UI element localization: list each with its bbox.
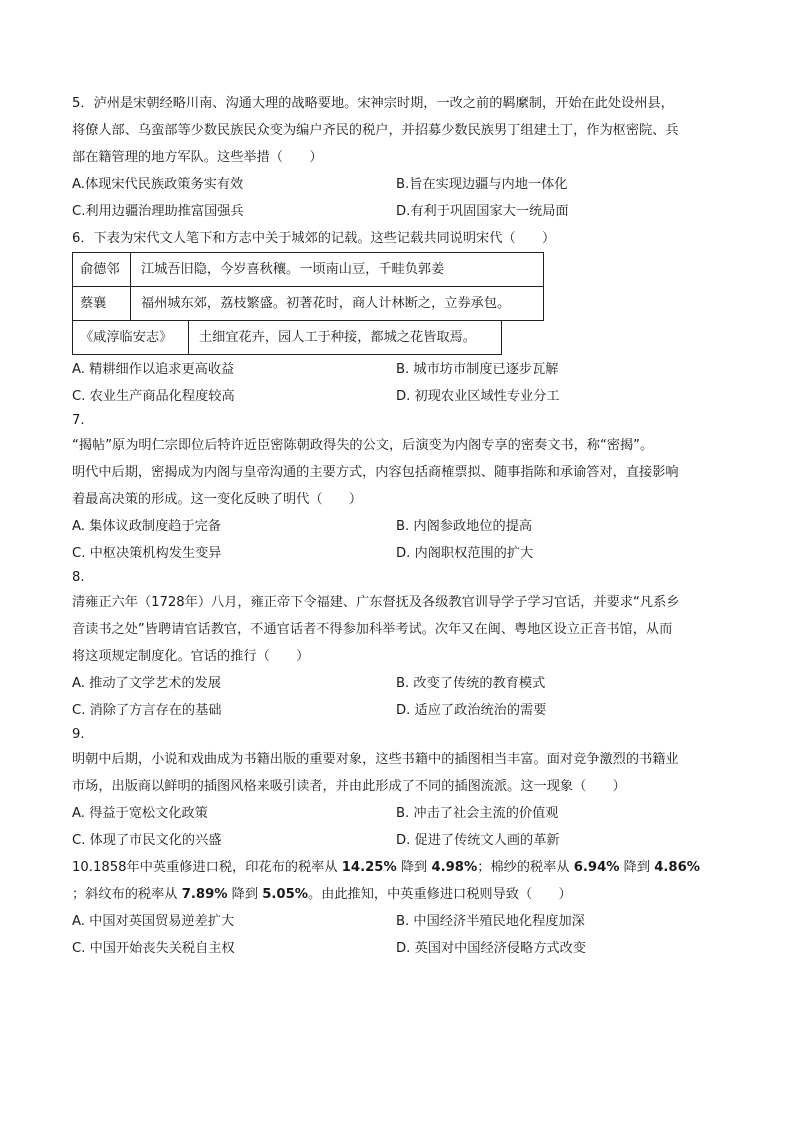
- tax-rate-value: 6.94%: [573, 860, 620, 875]
- question-stem-line: 6．下表为宋代文人笔下和方志中关于城郊的记载。这些记载共同说明宋代（ ）: [72, 231, 556, 246]
- tax-rate-value: 4.86%: [654, 860, 701, 875]
- options-row: [72, 935, 724, 962]
- options-row: [72, 383, 724, 410]
- question-6: [72, 225, 724, 410]
- option-d[interactable]: D. 内阁职权范围的扩大: [396, 546, 534, 561]
- question-stem-line: [72, 881, 724, 908]
- question-stem-line: 清雍正六年（1728年）八月，雍正帝下令福建、广东督抚及各级教官训导学子学习官话，并要求“凡系乡: [72, 595, 680, 610]
- options-row: [72, 800, 724, 827]
- option-d[interactable]: D. 初现农业区域性专业分工: [396, 389, 560, 404]
- table-row: [72, 320, 502, 355]
- question-stem-line: 市场，出版商以鲜明的插图风格来吸引读者，并由此形成了不同的插图流派。这一现象（ ）: [72, 779, 626, 794]
- options-row: [72, 198, 724, 225]
- options-row: [72, 540, 724, 567]
- question-7: [72, 410, 724, 567]
- question-number: 8.: [72, 570, 85, 585]
- question-stem-line: 5．泸州是宋朝经略川南、沟通大理的战略要地。宋神宗时期，一改之前的羁縻制，开始在此处设州县，: [72, 96, 674, 111]
- options-row: [72, 908, 724, 935]
- table-cell-source: 蔡襄: [73, 287, 131, 320]
- question-stem-line: 音读书之处”皆聘请官话教官，不通官话者不得参加科举考试。次年又在闽、粤地区设立正音书馆，从而: [72, 622, 673, 637]
- tax-rate-value: 7.89%: [181, 887, 228, 902]
- options-row: [72, 697, 724, 724]
- option-c[interactable]: C. 农业生产商品化程度较高: [72, 389, 235, 404]
- options-row: [72, 670, 724, 697]
- table-cell-text: 江城吾旧隐，今岁喜秋穰。一顷南山豆，千畦负郭姜: [141, 262, 445, 277]
- options-row: [72, 171, 724, 198]
- option-a[interactable]: A. 推动了文学艺术的发展: [72, 676, 222, 691]
- question-stem-line: 着最高决策的形成。这一变化反映了明代（ ）: [72, 492, 363, 507]
- stem-part: 降到: [619, 860, 655, 875]
- options-row: [72, 356, 724, 383]
- option-b[interactable]: B. 改变了传统的教育模式: [396, 676, 546, 691]
- stem-part: 降到: [227, 887, 263, 902]
- table-row: [72, 252, 544, 287]
- stem-part: ；斜纹布的税率从: [72, 887, 182, 902]
- question-number: 7.: [72, 413, 85, 428]
- question-stem-line: “揭帖”原为明仁宗即位后特许近臣密陈朝政得失的公文，后演变为内阁专享的密奏文书，称“密揭”。: [72, 438, 654, 453]
- question-9: [72, 724, 724, 854]
- tax-rate-value: 5.05%: [262, 887, 308, 902]
- option-c[interactable]: C. 中枢决策机构发生变异: [72, 546, 222, 561]
- option-b[interactable]: B. 冲击了社会主流的价值观: [396, 806, 559, 821]
- option-a[interactable]: A. 精耕细作以追求更高收益: [72, 362, 235, 377]
- option-b[interactable]: B. 城市坊市制度已逐步瓦解: [396, 362, 559, 377]
- table-cell-source: 俞德邻: [73, 253, 131, 286]
- question-stem-line: 将僚人部、乌蛮部等少数民族民众变为编户齐民的税户，并招募少数民族男丁组建土丁，作为枢密院、兵: [72, 123, 679, 138]
- table-cell-text: 土细宜花卉，园人工于种接，都城之花皆取焉。: [199, 330, 476, 345]
- stem-part: 。由此推知，中英重修进口税则导致（ ）: [308, 887, 572, 902]
- stem-part: 降到: [396, 860, 432, 875]
- stem-part: ；棉纱的税率从: [477, 860, 574, 875]
- tax-rate-value: 14.25%: [341, 860, 397, 875]
- options-row: [72, 513, 724, 540]
- option-d[interactable]: D.有利于巩固国家大一统局面: [396, 204, 569, 219]
- option-d[interactable]: D. 适应了政治统治的需要: [396, 703, 547, 718]
- question-stem-line: 明代中后期，密揭成为内阁与皇帝沟通的主要方式，内容包括商榷票拟、随事指陈和承谕答对，直接影响: [72, 465, 679, 480]
- option-b[interactable]: B. 内阁参政地位的提高: [396, 519, 533, 534]
- option-a[interactable]: A. 集体议政制度趋于完备: [72, 519, 222, 534]
- question-8: [72, 567, 724, 724]
- option-a[interactable]: A. 中国对英国贸易逆差扩大: [72, 914, 235, 929]
- stem-part: 10.1858年中英重修进口税，印花布的税率从: [72, 860, 342, 875]
- option-a[interactable]: A. 得益于宽松文化政策: [72, 806, 208, 821]
- table-cell-source: 《咸淳临安志》: [73, 321, 189, 354]
- option-b[interactable]: B. 中国经济半殖民地化程度加深: [396, 914, 585, 929]
- option-d[interactable]: D. 英国对中国经济侵略方式改变: [396, 941, 586, 956]
- option-b[interactable]: B.旨在实现边疆与内地一体化: [396, 177, 568, 192]
- option-c[interactable]: C. 体现了市民文化的兴盛: [72, 833, 222, 848]
- question-stem-line: 将这项规定制度化。官话的推行（ ）: [72, 649, 310, 664]
- option-c[interactable]: C. 中国开始丧失关税自主权: [72, 941, 235, 956]
- options-row: [72, 827, 724, 854]
- question-stem-line: 明朝中后期，小说和戏曲成为书籍出版的重要对象，这些书籍中的插图相当丰富。面对竞争激烈的书籍业: [72, 752, 679, 767]
- question-10: [72, 854, 724, 962]
- table-cell-text: 福州城东郊，荔枝繁盛。初著花时，商人计林断之，立券承包。: [141, 296, 511, 311]
- question-5: [72, 90, 724, 225]
- option-c[interactable]: C.利用边疆治理助推富国强兵: [72, 204, 244, 219]
- question-stem-line: 部在籍管理的地方军队。这些举措（ ）: [72, 150, 323, 165]
- table-row: [72, 286, 544, 321]
- question-number: 9.: [72, 727, 85, 742]
- records-table: [72, 252, 552, 356]
- option-a[interactable]: A.体现宋代民族政策务实有效: [72, 177, 244, 192]
- question-stem-line: [72, 854, 724, 881]
- option-d[interactable]: D. 促进了传统文人画的革新: [396, 833, 560, 848]
- option-c[interactable]: C. 消除了方言存在的基础: [72, 703, 222, 718]
- tax-rate-value: 4.98%: [431, 860, 478, 875]
